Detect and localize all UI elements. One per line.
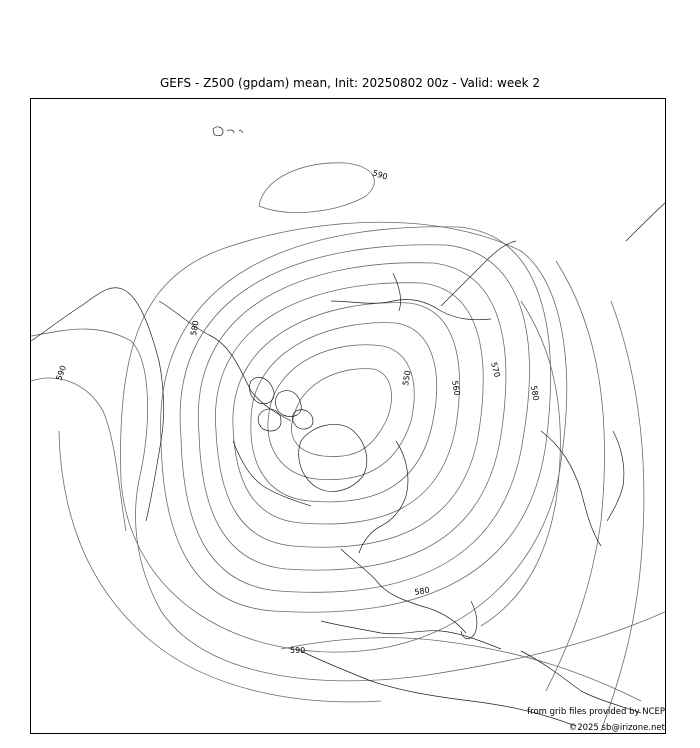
map-frame[interactable] bbox=[30, 98, 666, 734]
contour-east-c bbox=[601, 301, 644, 731]
coast-kamchatka bbox=[441, 241, 516, 306]
contour-label-580-asia: 580 bbox=[189, 319, 201, 337]
contour-590-pacific bbox=[259, 163, 374, 213]
coast-archipelago-2 bbox=[276, 391, 302, 417]
coast-alaska bbox=[31, 288, 164, 521]
coast-farEast bbox=[626, 201, 666, 241]
coast-greenland bbox=[299, 424, 367, 491]
coast-chukotka bbox=[393, 273, 401, 311]
coast-hudson bbox=[233, 441, 311, 506]
coast-archipelago-3 bbox=[258, 409, 281, 431]
contour-ring-8 bbox=[161, 227, 551, 612]
contour-ring-5 bbox=[215, 283, 483, 548]
contour-lines bbox=[31, 163, 666, 731]
contour-580-a bbox=[233, 303, 460, 524]
contour-560-a bbox=[268, 345, 414, 480]
coast-caspian bbox=[461, 601, 477, 639]
copyright-credit: ©2025 sb@irizone.net bbox=[568, 723, 665, 733]
contour-label-580-europe: 580 bbox=[413, 585, 431, 597]
contour-label-590-africa: 590 bbox=[290, 646, 306, 655]
contour-570-a bbox=[251, 323, 437, 502]
data-source-credit: from grib files provided by NCEP bbox=[527, 707, 665, 717]
coast-island-3 bbox=[239, 131, 242, 133]
contour-east-a bbox=[481, 301, 560, 626]
contour-label-590-pacific: 590 bbox=[371, 168, 389, 182]
contour-label-590-eurasia: 590 bbox=[54, 364, 69, 382]
contour-label-550-pole: 550 bbox=[401, 369, 413, 387]
contour-west-b bbox=[31, 378, 126, 531]
coast-scandinavia bbox=[359, 441, 408, 553]
coast-archipelago-4 bbox=[292, 410, 313, 429]
contour-labels bbox=[54, 168, 540, 655]
map-canvas bbox=[31, 99, 666, 734]
contour-label-580-pacific: 580 bbox=[529, 384, 541, 402]
contour-label-570-asia: 570 bbox=[489, 361, 502, 379]
contour-west-a bbox=[31, 329, 666, 681]
coast-japan bbox=[607, 431, 624, 521]
contour-label-560-asia: 560 bbox=[450, 379, 462, 397]
coast-island-2 bbox=[227, 130, 234, 133]
coast-island-1 bbox=[213, 127, 223, 136]
map-title: GEFS - Z500 (gpdam) mean, Init: 20250802 00z - Valid: week 2 bbox=[159, 76, 541, 90]
contour-550 bbox=[291, 369, 391, 457]
contour-ring-7 bbox=[180, 245, 529, 593]
contour-590-outer bbox=[121, 222, 567, 652]
